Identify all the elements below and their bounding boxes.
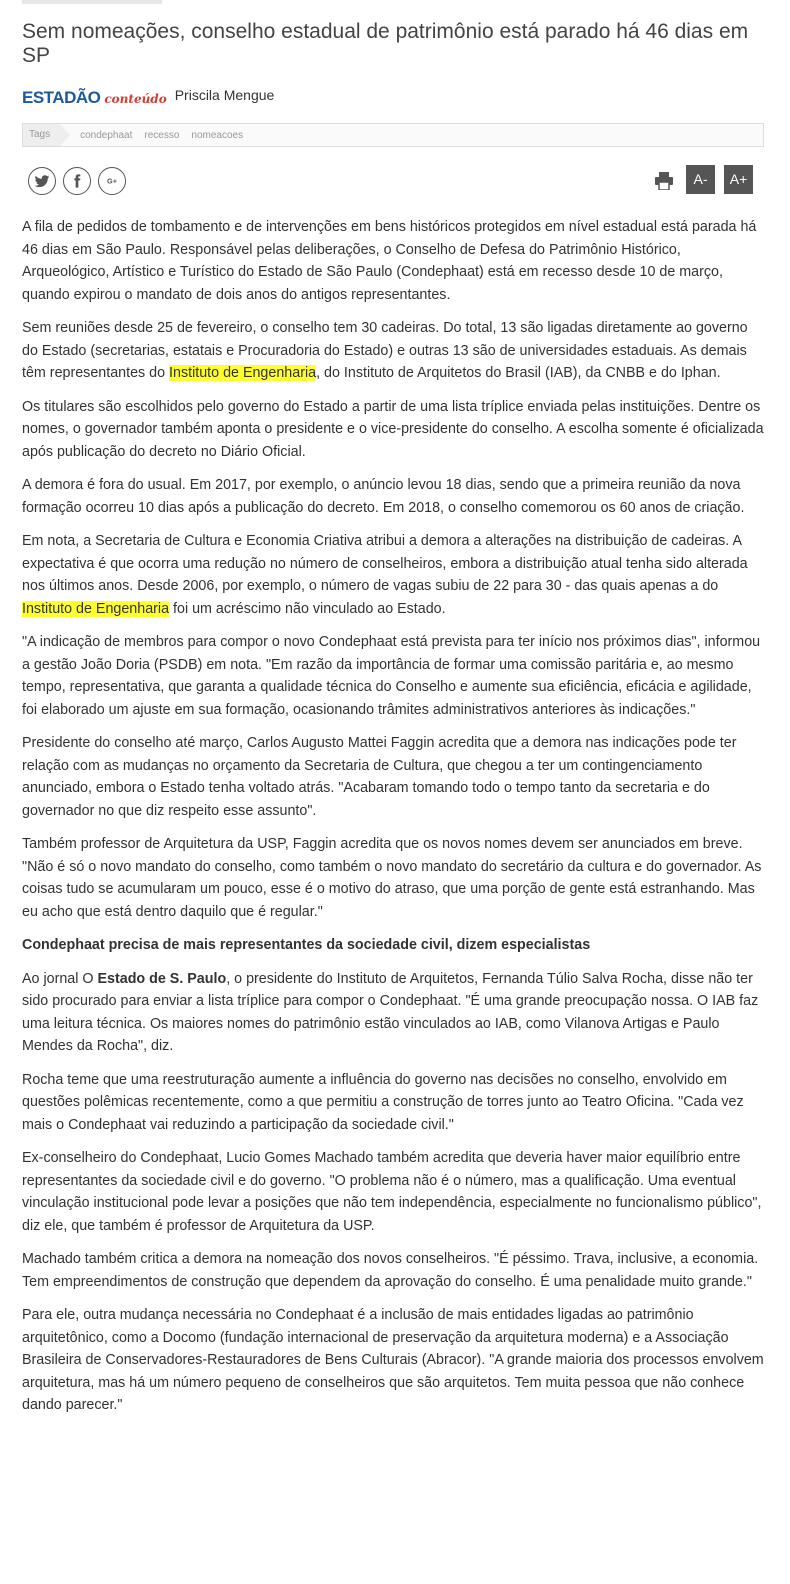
paragraph: Ao jornal O Estado de S. Paulo, o presidente do Instituto de Arquitetos, Fernanda Túlio Salva Rocha, disse não ter sido procurado para enviar a lista tríplice para compor o Condephaat. "É uma grande preocupação nossa. O IAB faz uma leitura técnica. Os maiores nomes do patrimônio estão vinculados ao IAB, como Vilanova Artigas e Paulo Mendes da Rocha", diz. [22,970,759,1054]
section-subtitle: Condephaat precisa de mais representantes da sociedade civil, dizem especialistas [22,937,591,953]
paragraph: Presidente do conselho até março, Carlos Augusto Mattei Faggin acredita que a demora nas indicações pode ter relação com as mudanças no orçamento da Secretaria de Cultura, que chegou a ter um contingenciamento anunciado, embora o Estado tenha voltado atrás. "Acabaram tomando todo o tempo tanto da secretaria e do governador no que diz respeito esse assunto". [22,735,737,819]
bold-term: Estado de S. Paulo [97,970,227,987]
tags-bar [22,123,764,147]
paragraph: Sem reuniões desde 25 de fevereiro, o conselho tem 30 cadeiras. Do total, 13 são ligadas diretamente ao governo do Estado (secretarias, estatais e Procuradoria do Estado) e outras 13 são de universidades estaduais. As demais têm representantes do Instituto de Engenharia, do Instituto de Arquitetos do Brasil (IAB), da CNBB e do Iphan. [22,320,748,381]
tag-link[interactable]: recesso [144,129,180,141]
paragraph: A demora é fora do usual. Em 2017, por exemplo, o anúncio levou 18 dias, sendo que a primeira reunião da nova formação ocorreu 10 dias após a publicação do decreto. Em 2018, o conselho comemorou os 60 anos de criação. [22,477,745,516]
twitter-icon[interactable] [28,167,56,195]
facebook-icon[interactable] [63,167,91,195]
paragraph: Rocha teme que uma reestruturação aumente a influência do governo nas decisões no conselho, envolvido em questões polêmicas recentemente, como a que permitiu a construção de torres junto ao Teatro Oficina. "Cada vez mais o Condephaat vai reduzindo a participação da sociedade civil." [22,1071,744,1133]
share-toolbar [22,163,764,199]
paragraph: Ex-conselheiro do Condephaat, Lucio Gomes Machado também acredita que deveria haver maior equilíbrio entre representantes da sociedade civil e do governo. "O problema não é o número, mas a qualificação. Uma eventual vinculação institucional pode levar a posições que não tem independência, especialmente no funcionalismo público", diz ele, que também é professor de Arquitetura da USP. [22,1150,762,1234]
paragraph: Machado também critica a demora na nomeação dos novos conselheiros. "É péssimo. Trava, inclusive, a economia. Tem empreendimentos de construção que dependem da aprovação do conselho. É uma penalidade muito grande." [22,1251,759,1290]
paragraph: Para ele, outra mudança necessária no Condephaat é a inclusão de mais entidades ligadas ao patrimônio arquitetônico, como a Docomo (fundação internacional de preservação da arquitetura moderna) e a Associação Brasileira de Conservadores-Restauradores de Bens Culturais (Abracor). "A grande maioria dos processos envolvem arquitetura, mas há um número pequeno de conselheiros que são arquitetos. Tem muita pessoa que não conhece dando parecer." [22,1307,764,1413]
highlighted-term[interactable]: Instituto de Engenharia [22,600,170,617]
print-icon[interactable] [654,172,674,195]
google-plus-icon[interactable] [98,167,126,195]
byline [22,86,274,110]
paragraph: A fila de pedidos de tombamento e de intervenções em bens históricos protegidos em nível estadual está parada há 46 dias em São Paulo. Responsável pelas deliberações, o Conselho de Defesa do Patrimônio Histórico, Arqueológico, Artístico e Turístico do Estado de São Paulo (Condephaat) está em recesso desde 10 de março, quando expirou o mandato de dois anos do antigos representantes. [22,219,757,303]
paragraph: Em nota, a Secretaria de Cultura e Economia Criativa atribui a demora a alterações na distribuição de cadeiras. A expectativa é que ocorra uma redução no número de conselheiros, embora a distribuição atual tenha sido alterada nos últimos anos. Desde 2006, por exemplo, o número de vagas subiu de 22 para 30 - das quais apenas a do Instituto de Engenharia foi um acréscimo não vinculado ao Estado. [22,533,748,617]
highlighted-term[interactable]: Instituto de Engenharia [169,365,317,381]
font-increase-button[interactable]: A+ [724,165,753,194]
author-name: Priscila Mengue [174,87,275,103]
paragraph: Também professor de Arquitetura da USP, Faggin acredita que os novos nomes devem ser anunciados em breve. "Não é só o novo mandato do conselho, como também o novo mandato do secretário da cultura e do governador. As coisas tudo se acumularam um pouco, esse é o motivo do atraso, que uma porção de gente está estranhando. Mas eu acho que está dentro daquilo que é regular." [22,836,762,920]
article-body [22,216,767,1428]
tags-label: Tags [23,124,60,146]
svg-text:G+: G+ [107,176,117,186]
font-decrease-button[interactable]: A- [686,165,715,194]
tag-link[interactable]: nomeacoes [191,129,244,141]
logo-part1: ESTADÃO [22,88,101,107]
logo-part2: conteúdo [104,92,167,106]
estadao-conteudo-logo[interactable] [22,88,167,108]
paragraph: Os titulares são escolhidos pelo governo do Estado a partir de uma lista tríplice enviada pelas instituições. Dentre os nomes, o governador também aponta o presidente e o vice-presidente do conselho. A escolha somente é oficializada após publicação do decreto no Diário Oficial. [22,398,764,460]
top-decor-bar [22,0,162,4]
article-title: Sem nomeações, conselho estadual de patrimônio está parado há 46 dias em SP [22,20,749,67]
tag-link[interactable]: condephaat [80,129,133,141]
paragraph: "A indicação de membros para compor o novo Condephaat está prevista para ter início nos próximos dias", informou a gestão João Doria (PSDB) em nota. "Em razão da importância de formar uma comissão paritária e, ao mesmo tempo, representativa, que garanta a qualidade técnica do Conselho e aumente sua eficiência, eficácia e agilidade, foi elaborado um ajuste em sua formação, ocasionando trâmites administrativos anteriores às indicações." [22,634,761,718]
